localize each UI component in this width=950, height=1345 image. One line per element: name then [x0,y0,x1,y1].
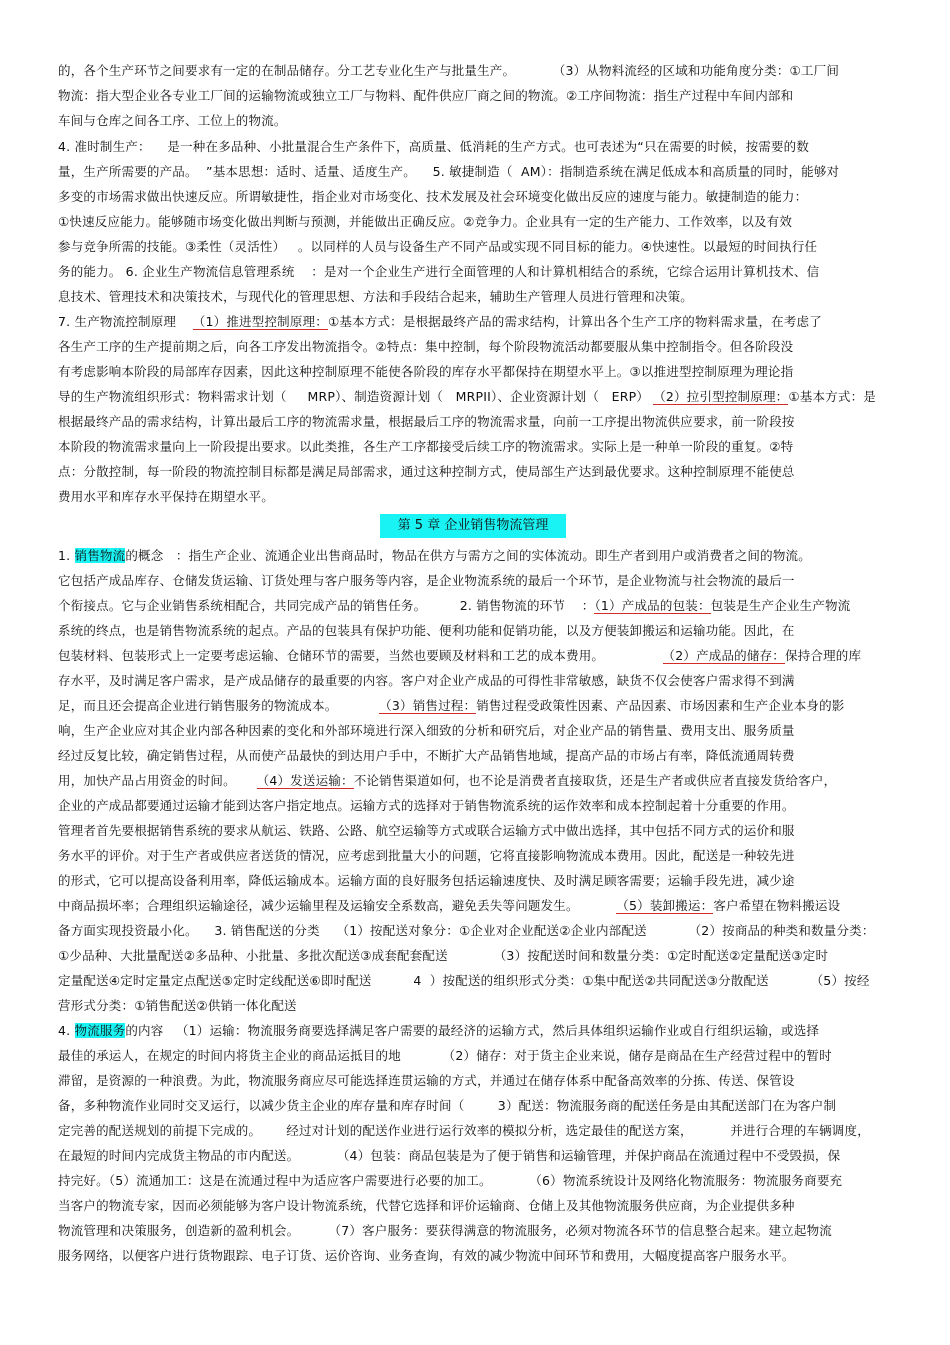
text-line: 务水平的评价。对于生产者或供应者送货的情况，应考虑到批量大小的问题，它将直接影响物流成本费用。因此，配送是一种较先进 [58,848,795,863]
text-line: 物流管理和决策服务，创造新的盈利机会。 （7）客户服务：要获得满意的物流服务，必须对物流各环节的信息整合起来。建立起物流 [58,1223,832,1238]
text-line: 参与竞争所需的技能。③柔性（灵活性） 。以同样的人员与设备生产不同产品或实现不同目标的能力。④快速性。以最短的时间执行任 [58,239,818,254]
text-line [58,768,836,793]
text-fragment: 4. [58,1023,75,1038]
underlined-term: （1）产成品的包装： [594,598,711,613]
chapter-heading: 第 5 章 企业销售物流管理 [380,514,566,538]
text-line [58,693,845,718]
text-line: ①快速反应能力。能够随市场变化做出判断与预测，并能做出正确反应。②竞争力。企业具有一定的生产能力、工作效率，以及有效 [58,214,793,229]
text-line: 经过反复比较，确定销售过程，从而使产品最快的到达用户手中，不断扩大产品销售地域，提高产品的市场占有率，降低流通周转费 [58,748,795,763]
underlined-term: （2）产成品的储存： [662,648,785,663]
text-fragment: 销售过程受政策性因素、产品因素、市场因素和生产企业本身的影 [476,698,845,713]
text-line: 当客户的物流专家，因而必须能够为客户设计物流系统，代替它选择和评价运输商、仓储上及其他物流服务供应商，为企业提供多种 [58,1198,795,1213]
text-line: 存水平，及时满足客户需求，是产成品储存的最重要的内容。客户对企业产成品的可得性非常敏感，缺货不仅会使客户需求得不到满 [58,673,795,688]
text-line: 各生产工序的生产提前期之后，向各工序发出物流指令。②特点：集中控制，每个阶段物流活动都要服从集中控制指令。但各阶段没 [58,339,794,354]
text-fragment: 7. 生产物流控制原理 [58,314,193,329]
text-line: 持完好。（5）流通加工：这是在流通过程中为适应客户需要进行必要的加工。 （6）物流系统设计及网络化物流服务：物流服务商要充 [58,1173,843,1188]
text-line: 管理者首先要根据销售系统的要求从航运、铁路、公路、航空运输等方式或联合运输方式中做出选择，其中包括不同方式的运价和服 [58,823,795,838]
text-line: 备，多种物流作业同时交叉运行，以减少货主企业的库存量和库存时间（ 3）配送：物流服务商的配送任务是由其配送部门在为客户制 [58,1098,837,1113]
highlighted-term: 物流服务 [74,1023,126,1038]
text-fragment: 客户希望在物料搬运设 [713,898,841,913]
underlined-term: （5）装卸搬运： [616,898,714,913]
text-fragment: 的概念 ：指生产企业、流通企业出售商品时，物品在供方与需方之间的实体流动。即生产者到用户或消费者之间的物流。 [125,548,811,563]
text-fragment: 不论销售渠道如何，也不论是消费者直接取货，还是生产者或供应者直接发货给客户， [353,773,837,788]
text-line: 的形式，它可以提高设备利用率，降低运输成本。运输方面的良好服务包括运输速度快、及时满足顾客需要；运输手段先进，减少途 [58,873,795,888]
text-fragment: ①基本方式：是根据最终产品的需求结构，计算出各个生产工序的物料需求量，在考虑了 [327,314,822,329]
text-line: 企业的产成品都要通过运输才能到达客户指定地点。运输方式的选择对于销售物流系统的运作效率和成本控制起着十分重要的作用。 [58,798,795,813]
text-fragment: 的内容 （1）运输：物流服务商要选择满足客户需要的最经济的运输方式，然后具体组织运输作业或自行组织运输，或选择 [125,1023,820,1038]
text-fragment: ①基本方式：是 [788,389,876,404]
text-line [58,643,861,668]
text-line: 系统的终点，也是销售物流系统的起点。产品的包装具有保护功能、便利功能和促销功能，以及方便装卸搬运和运输功能。因此，在 [58,623,795,638]
underlined-term: （3）销售过程： [379,698,477,713]
text-line: ①少品种、大批量配送②多品种、小批量、多批次配送③成套配套配送 （3）按配送时间和数量分类：①定时配送②定量配送③定时 [58,948,829,963]
text-fragment: 1. [58,548,75,563]
text-line: 在最短的时间内完成货主物品的市内配送。 （4）包装：商品包装是为了便于销售和运输管理，并保护商品在流通过程中不受毁损，保 [58,1148,841,1163]
text-line: 点：分散控制，每一阶段的物流控制目标都是满足局部需求，通过这种控制方式，使局部生产达到最优要求。这种控制原理不能使总 [58,464,795,479]
text-fragment: 中商品损坏率；合理组织运输途径，减少运输里程及运输安全系数高，避免丢失等问题发生。 [58,898,617,913]
text-line: 备方面实现投资最小化。 3. 销售配送的分类 （1）按配送对象分：①企业对企业配送②企业内部配送 （2）按商品的种类和数量分类： [58,923,875,938]
text-line: 它包括产成品库存、仓储发货运输、订货处理与客户服务等内容，是企业物流系统的最后一个环节，是企业物流与社会物流的最后一 [58,573,795,588]
text-line [58,893,840,918]
underlined-term: （2）拉引型控制原理： [653,389,789,404]
text-fragment: 导的生产物流组织形式：物料需求计划（ MRP）、制造资源计划（ MRPII）、企业资源计划（ ERP） [58,389,654,404]
text-line: 营形式分类：①销售配送②供销一体化配送 [58,998,297,1013]
text-line: 务的能力。 6. 企业生产物流信息管理系统 ：是对一个企业生产进行全面管理的人和计算机相结合的系统，它综合运用计算机技术、信 [58,264,820,279]
highlighted-term: 销售物流 [74,548,126,563]
text-line: 量，生产所需要的产品。 ”基本思想：适时、适量、适度生产。 5. 敏捷制造（ AM）：指制造系统在满足低成本和高质量的同时，能够对 [58,164,840,179]
text-line: 定完善的配送规划的前提下完成的。 经过对计划的配送作业进行运行效率的模拟分析，选定最佳的配送方案， 并进行合理的车辆调度， [58,1123,870,1138]
text-fragment: 保持合理的库 [785,648,862,663]
text-line: 滞留，是资源的一种浪费。为此，物流服务商应尽可能选择连贯运输的方式，并通过在储存体系中配备高效率的分拣、传送、保管设 [58,1073,795,1088]
text-line [58,1018,819,1043]
text-line: 响，生产企业应对其企业内部各种因素的变化和外部环境进行深入细致的分析和研究后，对企业产品的销售量、费用支出、服务质量 [58,723,795,738]
text-line: 物流：指大型企业各专业工厂间的运输物流或独立工厂与物料、配件供应厂商之间的物流。②工序间物流：指生产过程中车间内部和 [58,88,794,103]
text-line: 费用水平和库存水平保持在期望水平。 [58,489,274,504]
text-line: 服务网络，以便客户进行货物跟踪、电子订货、运价咨询、业务查询，有效的减少物流中间环节和费用，大幅度提高客户服务水平。 [58,1248,795,1263]
text-line: 根据最终产品的需求结构，计算出最后工序的物流需求量，根据最后工序的物流需求量，向前一工序提出物流供应要求，前一阶段按 [58,414,795,429]
text-line: 息技术、管理技术和决策技术，与现代化的管理思想、方法和手段结合起来，辅助生产管理人员进行管理和决策。 [58,289,694,304]
text-line: 定量配送④定时定量定点配送⑤定时定线配送⑥即时配送 4 ）按配送的组织形式分类：①集中配送②共同配送③分散配送 （5）按经 [58,973,870,988]
text-fragment: 包装是生产企业生产物流 [710,598,851,613]
text-line: 最佳的承运人，在规定的时间内将货主企业的商品运抵目的地 （2）储存：对于货主企业来说，储存是商品在生产经营过程中的暂时 [58,1048,832,1063]
text-line: 有考虑影响本阶段的局部库存因素，因此这种控制原理不能使各阶段的库存水平都保持在期望水平上。③以推进型控制原理为理论指 [58,364,794,379]
text-fragment: 包装材料、包装形式上一定要考虑运输、仓储环节的需要，当然也要顾及材料和工艺的成本费用。 [58,648,663,663]
text-line: 多变的市场需求做出快速反应。所谓敏捷性，指企业对市场变化、技术发展及社会环境变化做出反应的速度与能力。敏捷制造的能力： [58,189,808,204]
text-line: 4. 准时制生产： 是一种在多品种、小批量混合生产条件下，高质量、低消耗的生产方式。也可表述为“只在需要的时候，按需要的数 [58,139,810,154]
text-line [58,309,822,334]
text-line [58,384,876,409]
text-line: 本阶段的物流需求量向上一阶段提出要求。以此类推，各生产工序都接受后续工序的物流需求。实际上是一种单一阶段的重复。②特 [58,439,794,454]
text-fragment: 用，加快产品占用资金的时间。 [58,773,257,788]
text-fragment: 个衔接点。它与企业销售系统相配合，共同完成产品的销售任务。 2. 销售物流的环节 ： [58,598,595,613]
underlined-term: （1）推进型控制原理： [192,314,328,329]
text-fragment: 足，而且还会提高企业进行销售服务的物流成本。 [58,698,380,713]
underlined-term: （4）发送运输： [256,773,354,788]
text-line [58,593,850,618]
text-line [58,543,811,568]
text-line: 的，各个生产环节之间要求有一定的在制品储存。分工艺专业化生产与批量生产。 （3）从物料流经的区域和功能角度分类：①工厂间 [58,63,840,78]
text-line: 车间与仓库之间各工序、工位上的物流。 [58,113,287,128]
